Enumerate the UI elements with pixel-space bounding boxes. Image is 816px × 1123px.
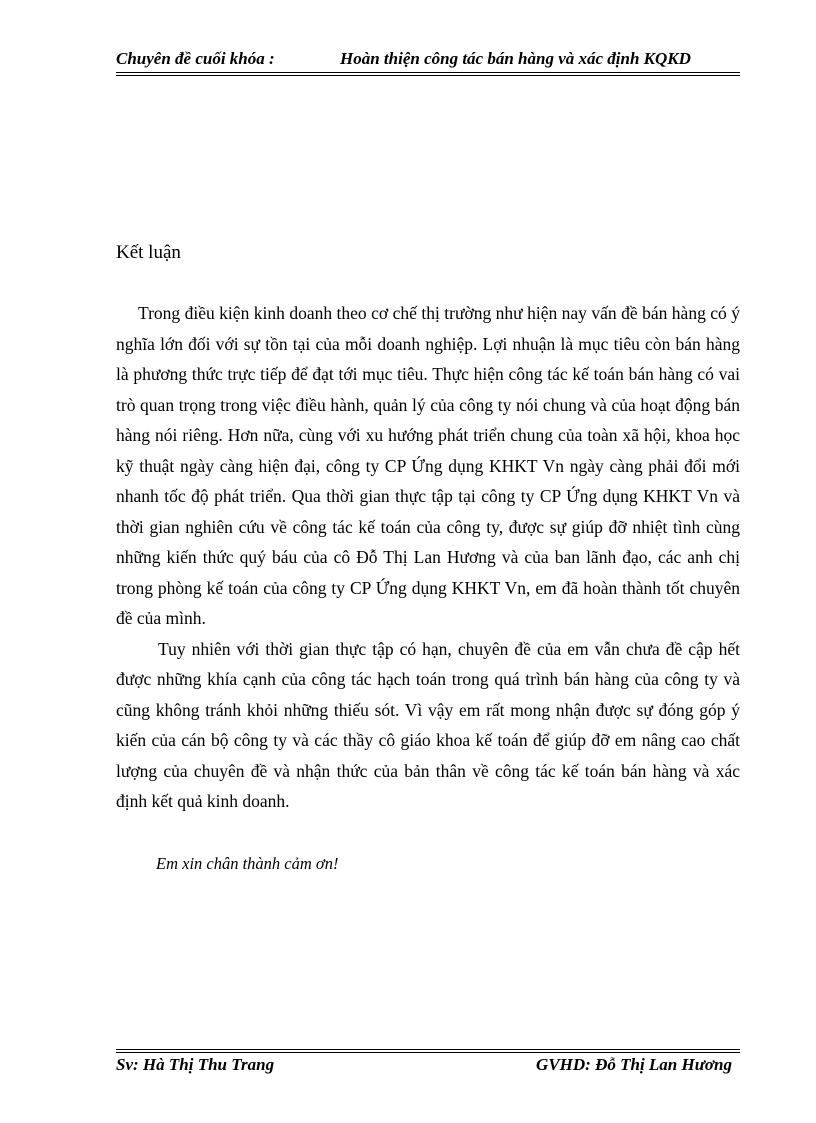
paragraph-1: Trong điều kiện kinh doanh theo cơ chế thị trường như hiện nay vấn đề bán hàng có ý nghĩa lớn đối với sự tồn tại của mỗi doanh nghiệp. Lợi nhuận là mục tiêu còn bán hàng là phương thức trực tiếp để đạt tới mục tiêu. Thực hiện công tác kế toán bán hàng có vai trò quan trọng trong việc điều hành, quản lý của công ty nói chung và của hoạt động bán hàng nói riêng. Hơn nữa, cùng với xu hướng phát triển chung của toàn xã hội, khoa học kỹ thuật ngày càng hiện đại, công ty CP Ứng dụng KHKT Vn ngày càng phải đổi mới nhanh tốc độ phát triển. Qua thời gian thực tập tại công ty CP Ứng dụng KHKT Vn và thời gian nghiên cứu về công tác kế toán của công ty, được sự giúp đỡ nhiệt tình cùng những kiến thức quý báu của cô Đỗ Thị Lan Hương và của ban lãnh đạo, các anh chị trong phòng kế toán của công ty CP Ứng dụng KHKT Vn, em đã hoàn thành tốt chuyên đề của mình. [116, 303, 740, 628]
footer-supervisor-name: GVHD: Đỗ Thị Lan Hương [536, 1055, 732, 1074]
paragraph-2: Tuy nhiên với thời gian thực tập có hạn, chuyên đề của em vẫn chưa đề cập hết được những khía cạnh của công tác hạch toán trong quá trình bán hàng của công ty và cũng không tránh khỏi những thiếu sót. Vì vậy em rất mong nhận được sự đóng góp ý kiến của cán bộ công ty và các thầy cô giáo khoa kế toán để giúp đỡ em nâng cao chất lượng của chuyên đề và nhận thức của bản thân về công tác kế toán bán hàng và xác định kết quả kinh doanh. [116, 638, 740, 811]
header-left-title: Chuyên đề cuối khóa : [116, 49, 275, 68]
header-right-title: Hoàn thiện công tác bán hàng và xác định KQKD [340, 49, 691, 68]
footer-student-name: Sv: Hà Thị Thu Trang [116, 1055, 275, 1074]
page-footer [116, 1054, 740, 1076]
header-divider-top [116, 72, 740, 73]
closing-thanks: Em xin chân thành cảm ơn! [156, 854, 339, 873]
section-heading: Kết luận [116, 242, 181, 263]
document-body [116, 298, 740, 817]
page-header [116, 48, 740, 70]
footer-divider-bottom [116, 1052, 740, 1053]
footer-divider-top [116, 1049, 740, 1050]
header-divider-bottom [116, 75, 740, 76]
